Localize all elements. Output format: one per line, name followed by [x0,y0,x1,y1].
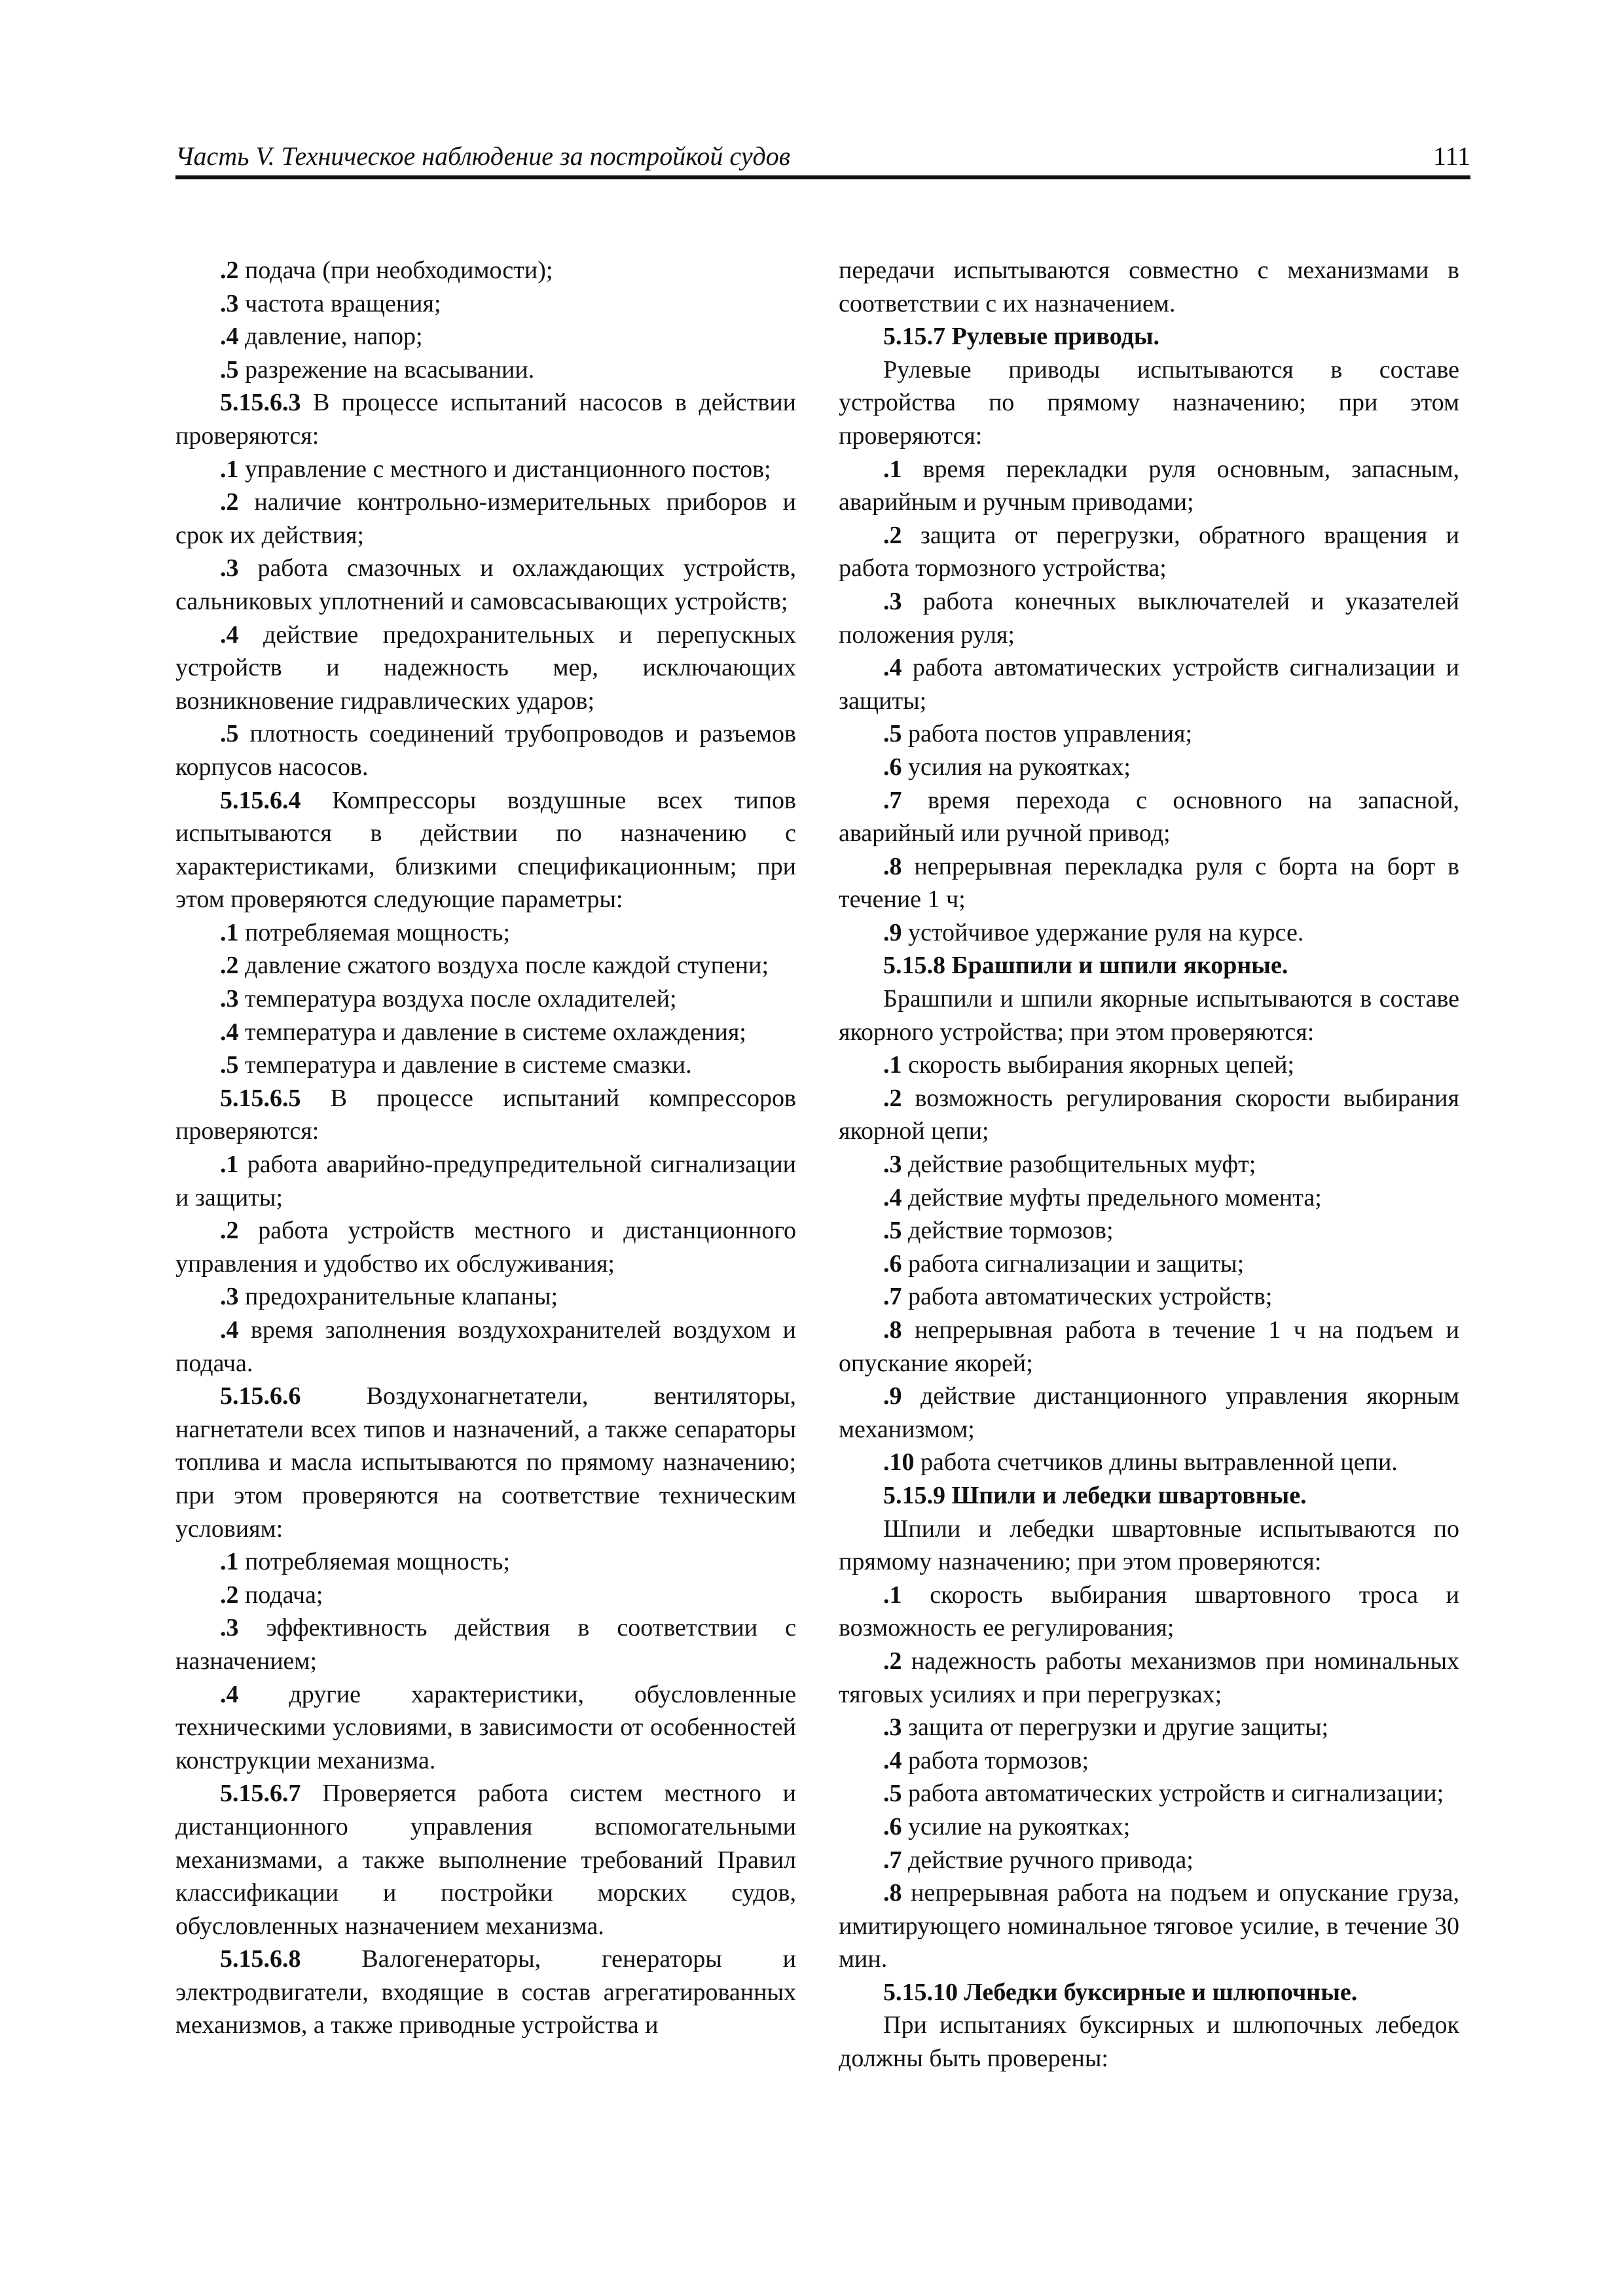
paragraph [175,1082,796,1148]
page-number: 111 [1432,141,1470,171]
paragraph [839,585,1459,651]
item-text: действие дистанционного управления якорным механизмом; [839,1382,1459,1443]
item-text: непрерывная работа в течение 1 ч на подъем и опускание якорей; [839,1316,1459,1377]
item-text: наличие контрольно-измерительных приборов и срок их действия; [175,488,796,549]
paragraph [175,1148,796,1214]
item-text: действие разобщительных муфт; [902,1151,1256,1179]
item-text: управление с местного и дистанционного постов; [238,455,771,483]
paragraph [175,287,796,321]
item-text: Рулевые приводы испытываются в составе устройства по прямому назначению; при этом проверяются: [839,355,1459,450]
paragraph [839,254,1459,320]
running-title: Часть V. Техническое наблюдение за постройкой судов [175,141,791,171]
item-number: .2 [220,1581,239,1609]
item-text: скорость выбирания якорных цепей; [902,1051,1294,1079]
item-number: .2 [883,1084,902,1112]
item-text: защита от перегрузки и другие защиты; [902,1713,1329,1742]
item-text: усилия на рукоятках; [902,753,1131,781]
item-text: эффективность действия в соответствии с назначением; [175,1614,796,1675]
item-number: 5.15.6.5 [220,1084,301,1112]
paragraph [175,949,796,982]
item-text: защита от перегрузки, обратного вращения и работа тормозного устройства; [839,521,1459,583]
item-text: давление сжатого воздуха после каждой ступени; [238,952,769,980]
paragraph [839,353,1459,453]
item-text: В процессе испытаний насосов в действии проверяются: [175,389,796,450]
item-text: работа смазочных и охлаждающих устройств, сальниковых уплотнений и самовсасывающих устройств; [175,554,796,615]
paragraph [175,1943,796,2042]
paragraph [839,1579,1459,1645]
paragraph [839,1645,1459,1711]
item-number: .3 [220,1614,239,1642]
paragraph [839,916,1459,950]
item-number: .8 [883,852,902,880]
item-text: время перехода с основного на запасной, аварийный или ручной привод; [839,786,1459,848]
item-number: .2 [220,1217,239,1245]
item-number: .3 [883,587,902,615]
item-text: работа сигнализации и защиты; [902,1249,1245,1278]
item-text: непрерывная перекладка руля с борта на борт в течение 1 ч; [839,852,1459,914]
paragraph [839,1777,1459,1810]
item-number: .5 [883,1217,902,1245]
item-number: .3 [220,985,239,1013]
paragraph [175,254,796,287]
item-number: .2 [883,521,902,549]
item-text: потребляемая мощность; [238,1548,511,1576]
item-number: 5.15.6.8 [220,1945,301,1973]
item-number: .6 [883,1812,902,1840]
paragraph [839,1380,1459,1446]
item-number: .9 [883,918,902,946]
item-number: .4 [220,1316,239,1344]
item-text: плотность соединений трубопроводов и разъемов корпусов насосов. [175,720,796,781]
item-text: частота вращения; [238,289,441,317]
item-number: .1 [883,1581,902,1609]
paragraph [175,353,796,387]
paragraph [175,1777,796,1943]
item-number: .1 [883,1051,902,1079]
item-number: .1 [220,1151,239,1179]
paragraph [839,1711,1459,1744]
item-number: .5 [883,1780,902,1808]
item-text: При испытаниях буксирных и шлюпочных лебедок должны быть проверены: [839,2011,1459,2073]
paragraph [839,519,1459,585]
item-text: надежность работы механизмов при номинальных тяговых усилиях и при перегрузках; [839,1647,1459,1708]
item-number: .4 [220,620,239,649]
item-text: Валогенераторы, генераторы и электродвигатели, входящие в состав агрегатированных механизмов, а также приводные устройства и [175,1945,796,2039]
item-text: Воздухонагнетатели, вентиляторы, нагнетатели всех типов и назначений, а также сепараторы топлива и масла испытываются по прямому назначению; при этом проверяются на соответствие техническим условиям: [175,1382,796,1543]
paragraph [839,850,1459,916]
item-text: действие муфты предельного момента; [902,1183,1322,1211]
paragraph [839,751,1459,784]
paragraph [839,1181,1459,1215]
paragraph [839,651,1459,717]
paragraph [839,1082,1459,1148]
item-text: действие тормозов; [902,1217,1114,1245]
paragraph [175,552,796,618]
item-number: .4 [883,1183,902,1211]
paragraph [175,982,796,1016]
item-number: .2 [220,952,239,980]
paragraph [839,453,1459,519]
item-text: Проверяется работа систем местного и дистанционного управления вспомогательными механизмами, а также выполнение требований Правил классификации и постройки морских судов, обусловленных назначением механизма. [175,1780,796,1940]
paragraph [839,717,1459,751]
item-number: 5.15.6.3 [220,389,301,417]
item-text: работа постов управления; [902,720,1193,748]
paragraph [175,1016,796,1049]
item-number: .4 [220,1680,239,1708]
item-number: .7 [883,1283,902,1311]
paragraph [839,949,1459,982]
item-number: 5.15.7 Рулевые приводы. [883,323,1159,351]
item-number: 5.15.8 Брашпили и шпили якорные. [883,952,1288,980]
paragraph [175,1545,796,1579]
paragraph [839,982,1459,1049]
item-text: разрежение на всасывании. [238,355,535,384]
item-number: .8 [883,1316,902,1344]
item-number: 5.15.10 Лебедки буксирные и шлюпочные. [883,1978,1358,2006]
paragraph [175,486,796,552]
item-number: .5 [883,720,902,748]
item-number: 5.15.6.7 [220,1780,301,1808]
item-text: давление, напор; [238,323,423,351]
item-text: температура и давление в системе смазки. [238,1051,692,1079]
item-text: работа конечных выключателей и указателей положения руля; [839,587,1459,649]
item-number: .6 [883,1249,902,1278]
paragraph [175,717,796,783]
paragraph [175,1678,796,1778]
paragraph [839,2009,1459,2075]
item-number: .3 [883,1713,902,1742]
item-text: работа счетчиков длины вытравленной цепи. [914,1448,1398,1477]
item-number: .1 [220,918,239,946]
item-text: скорость выбирания швартовного троса и возможность ее регулирования; [839,1581,1459,1642]
paragraph [175,619,796,718]
item-text: потребляемая мощность; [238,918,511,946]
item-text: работа тормозов; [902,1746,1089,1774]
item-number: .5 [220,1051,239,1079]
header-rule [175,175,1470,179]
paragraph [839,1810,1459,1844]
item-number: .4 [220,1018,239,1046]
paragraph [175,1214,796,1280]
item-text: действие ручного привода; [902,1846,1194,1874]
item-text: время заполнения воздухохранителей воздухом и подача. [175,1316,796,1377]
paragraph [839,1479,1459,1513]
paragraph [175,1380,796,1545]
paragraph [839,1446,1459,1479]
item-text: подача (при необходимости); [238,257,553,284]
paragraph [839,1148,1459,1181]
item-number: .4 [220,323,239,351]
item-number: .9 [883,1382,902,1410]
item-number: .10 [883,1448,915,1477]
item-number: 5.15.6.4 [220,786,301,814]
paragraph [839,784,1459,850]
paragraph [175,1280,796,1314]
item-text: непрерывная работа на подъем и опускание груза, имитирующего номинальное тяговое усилие, в течение 30 мин. [839,1879,1459,1973]
paragraph [175,784,796,916]
item-number: .2 [220,257,239,284]
item-number: .3 [220,1283,239,1311]
paragraph [839,1214,1459,1247]
item-text: Компрессоры воздушные всех типов испытываются в действии по назначению с характеристиками, близкими спецификационным; при этом проверяются следующие параметры: [175,786,796,914]
item-number: .3 [220,289,239,317]
item-number: .8 [883,1879,902,1907]
paragraph [175,1611,796,1677]
item-text: предохранительные клапаны; [238,1283,558,1311]
item-number: .2 [883,1647,902,1675]
paragraph [839,1844,1459,1877]
item-number: .4 [883,1746,902,1774]
paragraph [175,1314,796,1380]
item-text: подача; [238,1581,323,1609]
item-text: усилие на рукоятках; [902,1812,1131,1840]
item-text: работа устройств местного и дистанционного управления и удобство их обслуживания; [175,1217,796,1278]
paragraph [839,1876,1459,1976]
item-number: .4 [883,654,902,682]
paragraph [839,1513,1459,1579]
item-text: действие предохранительных и перепускных устройств и надежность мер, исключающих возникновение гидравлических ударов; [175,620,796,715]
paragraph [839,1280,1459,1314]
paragraph [175,453,796,486]
item-text: возможность регулирования скорости выбирания якорной цепи; [839,1084,1459,1145]
item-text: В процессе испытаний компрессоров проверяются: [175,1084,796,1145]
item-text: температура воздуха после охладителей; [238,985,677,1013]
item-number: .3 [883,1151,902,1179]
item-number: 5.15.9 Шпили и лебедки швартовные. [883,1481,1307,1509]
item-number: .1 [220,455,239,483]
paragraph [839,320,1459,353]
item-number: .7 [883,786,902,814]
item-text: Брашпили и шпили якорные испытываются в составе якорного устройства; при этом проверяются: [839,985,1459,1046]
left-column [175,254,796,2042]
item-number: .5 [220,720,239,748]
item-text: передачи испытываются совместно с механизмами в соответствии с их назначением. [839,257,1459,317]
paragraph [175,1049,796,1082]
item-text: работа автоматических устройств и сигнализации; [902,1780,1444,1808]
item-number: .2 [220,488,239,516]
item-text: другие характеристики, обусловленные техническими условиями, в зависимости от особенностей конструкции механизма. [175,1680,796,1774]
item-text: работа аварийно-предупредительной сигнализации и защиты; [175,1151,796,1211]
paragraph [839,1049,1459,1082]
item-text: устойчивое удержание руля на курсе. [902,918,1304,946]
right-column [839,254,1459,2075]
paragraph [175,320,796,353]
paragraph [175,916,796,950]
paragraph [175,386,796,452]
item-number: .6 [883,753,902,781]
item-text: работа автоматических устройств; [902,1283,1273,1311]
item-number: .1 [883,455,902,483]
item-number: .7 [883,1846,902,1874]
item-number: .5 [220,355,239,384]
running-header [175,141,1470,173]
paragraph [839,1314,1459,1380]
paragraph [839,1247,1459,1281]
item-text: работа автоматических устройств сигнализации и защиты; [839,654,1459,715]
paragraph [839,1976,1459,2009]
paragraph [175,1579,796,1612]
item-number: .1 [220,1548,239,1576]
item-text: Шпили и лебедки швартовные испытываются по прямому назначению; при этом проверяются: [839,1515,1459,1576]
item-text: время перекладки руля основным, запасным, аварийным и ручным приводами; [839,455,1459,516]
item-number: 5.15.6.6 [220,1382,301,1410]
item-number: .3 [220,554,239,583]
item-text: температура и давление в системе охлаждения; [238,1018,746,1046]
paragraph [839,1744,1459,1778]
